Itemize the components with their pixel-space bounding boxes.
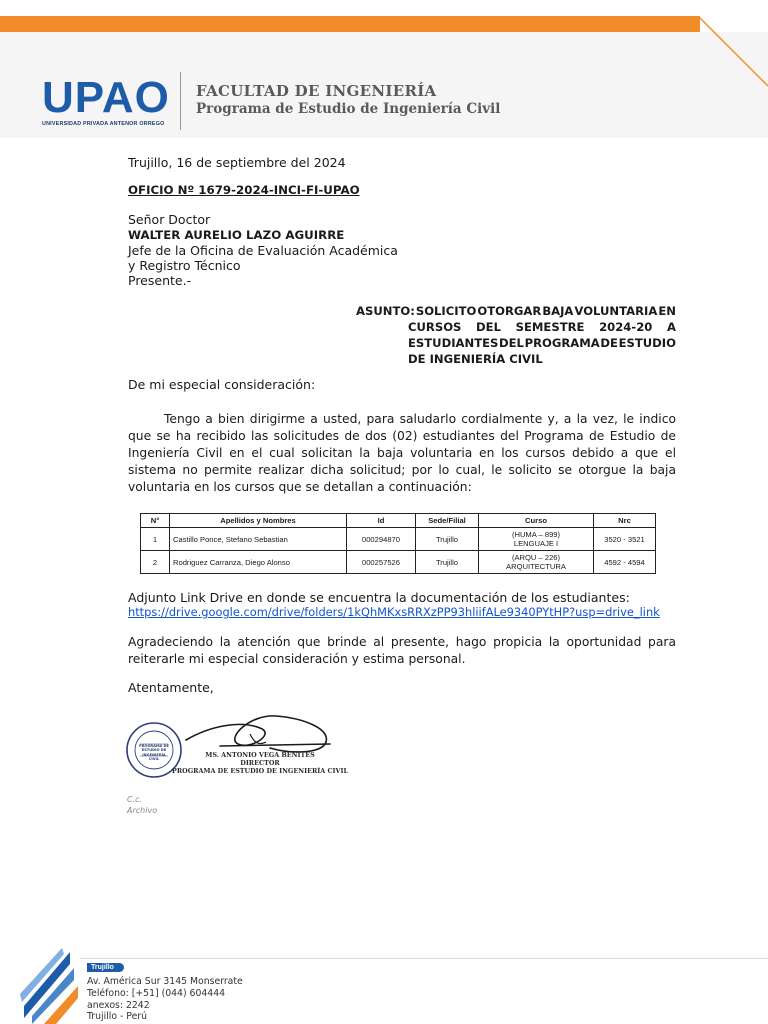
cell-number: 1 [141,528,170,551]
table-row [141,528,656,551]
column-header: Id [347,514,416,528]
body-paragraph: Tengo a bien dirigirme a usted, para saludarlo cordialmente y, a la vez, le indico que se ha recibido las solicitudes de dos (02) estudiantes del Programa de Estudio de Ingeniería Civil en el cual solicitan la baja voluntaria en los cursos debido a que el sistema no permite realizar dicha solicitud; por lo cual, le solicito se otorgue la baja voluntaria en los cursos que se detallan a continuación: [128,412,676,494]
cell-id: 000257526 [347,551,416,574]
header-accent-stripe [0,16,700,32]
drive-intro: Adjunto Link Drive en donde se encuentra la documentación de los estudiantes: [128,590,630,605]
subject-word: OTORGAR [477,304,542,318]
footer-phone-line: Teléfono: [+51] (044) 604444 [87,988,226,999]
greeting: De mi especial consideración: [128,377,316,392]
subject-word: EN [658,304,676,318]
cell-nrc: 3520 - 3521 [594,528,656,551]
cell-course [479,528,594,551]
subject-word: BAJA [542,304,574,318]
upao-logo [42,73,172,127]
subject-line [408,319,676,335]
signature-block [165,751,355,775]
cell-nrc: 4592 - 4594 [594,551,656,574]
farewell: Atentamente, [128,680,214,695]
subject-word: DEL [499,336,524,350]
column-header: Sede/Filial [416,514,479,528]
footer-extension-line: anexos: 2242 [87,1000,150,1011]
signatory-unit: PROGRAMA DE ESTUDIO DE INGENIERÍA CIVIL [172,767,348,775]
program-title: Programa de Estudio de Ingeniería Civil [196,101,501,117]
recipient-salutation: Señor Doctor [128,212,211,227]
subject-line [408,351,676,367]
letter-reference: OFICIO Nº 1679-2024-INCI-FI-UPAO [128,183,360,197]
subject-word: ESTUDIO [618,336,676,350]
seal-text: PROGRAMA DE ESTUDIO DE INGENIERÍA CIVIL [138,744,169,762]
subject-line [408,335,676,351]
subject-word: SOLICITO [415,304,477,318]
header-divider [180,72,181,130]
faculty-title: FACULTAD DE INGENIERÍA [196,82,437,100]
courses-table [140,513,656,574]
city-badge: Trujillo [87,963,124,972]
signatory-title: DIRECTOR [240,759,280,767]
letter-date: Trujillo, 16 de septiembre del 2024 [128,155,346,170]
course-code: (HUMA – 899) [511,530,561,539]
course-name: LENGUAJE I [513,539,559,548]
subject-word: DEL [476,320,501,334]
footer-divider [80,958,768,959]
subject-word: DE INGENIERÍA CIVIL [408,352,543,366]
column-header: Nrc [594,514,656,528]
cc-label: C.c. [127,795,143,804]
cell-course [479,551,594,574]
subject-word: DE [600,336,618,350]
subject-word: A [666,320,676,334]
column-header: Curso [479,514,594,528]
cell-id: 000294870 [347,528,416,551]
footer-city-line: Trujillo - Perú [87,1011,148,1022]
recipient-role-line1: Jefe de la Oficina de Evaluación Académica [128,243,398,258]
subject-word: 2024-20 [599,320,653,334]
footer-logo-graphic [18,944,82,1024]
subject-line [356,303,676,319]
cell-sede: Trujillo [416,551,479,574]
recipient-role-line2: y Registro Técnico [128,258,241,273]
cell-number: 2 [141,551,170,574]
subject-block [356,303,676,367]
table-header-row [141,514,656,528]
subject-word: PROGRAMA [524,336,600,350]
course-code: (ARQU – 226) [511,553,561,562]
subject-word: ESTUDIANTES [408,336,499,350]
logo-subtitle: UNIVERSIDAD PRIVADA ANTENOR ORREGO [42,121,165,127]
closing-paragraph: Agradeciendo la atención que brinde al presente, hago propicia la oportunidad para reiterarle mi especial consideración y estima personal. [128,635,676,666]
subject-word: VOLUNTARIA [574,304,658,318]
corner-accent-line [688,0,768,100]
table-row [141,551,656,574]
recipient-presente: Presente.- [128,273,192,288]
footer-address-line: Av. América Sur 3145 Monserrate [87,976,243,987]
drive-link[interactable]: https://drive.google.com/drive/folders/1kQhMKxsRRXzPP93hliifALe9340PYtHP?usp=drive_link [128,605,660,619]
course-name: ARQUITECTURA [506,562,566,571]
signatory-name: MS. ANTONIO VEGA BENITES [205,751,315,759]
cell-student-name: Castillo Ponce, Stefano Sebastian [170,528,347,551]
logo-wordmark: UPAO [42,73,170,122]
column-header: N° [141,514,170,528]
cell-student-name: Rodriguez Carranza, Diego Alonso [170,551,347,574]
recipient-name: WALTER AURELIO LAZO AGUIRRE [128,228,345,242]
subject-word: SEMESTRE [515,320,585,334]
column-header: Apellidos y Nombres [170,514,347,528]
subject-word: ASUNTO: [356,304,415,318]
subject-word: CURSOS [408,320,462,334]
cell-sede: Trujillo [416,528,479,551]
cc-item: Archivo [127,806,158,815]
